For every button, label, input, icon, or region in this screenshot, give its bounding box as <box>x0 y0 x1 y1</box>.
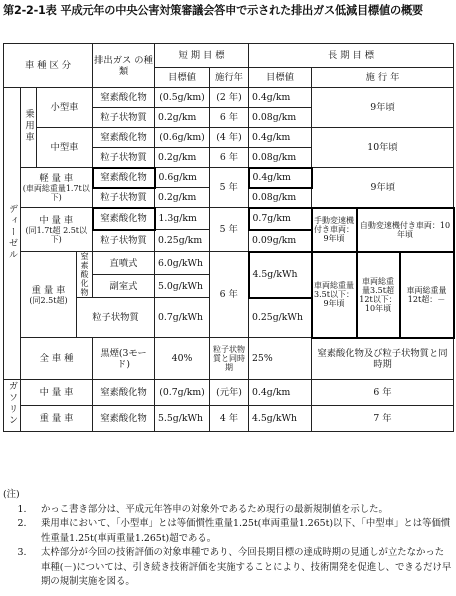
header-long-target-value: 目標値 <box>249 68 312 88</box>
exhaust-type-cell: 粒子状物質 <box>77 298 155 338</box>
notes-heading: (注) <box>3 489 20 500</box>
long-value-cell: 0.09g/km <box>249 230 312 252</box>
medium-vehicle-label: 中 量 車 (同1.7t超 2.5t以下) <box>21 208 93 252</box>
long-value-cell: 0.4g/km <box>249 88 312 108</box>
short-value-cell: 6.0g/kWh <box>155 252 210 275</box>
short-value-cell: 0.2g/km <box>155 108 210 128</box>
header-vehicle-class: 車 種 区 分 <box>4 44 93 88</box>
gasoline-group-label: ガソリン <box>4 380 21 432</box>
exhaust-type-cell: 粒子状物質 <box>93 188 155 208</box>
short-year-cell: 4 年 <box>210 406 249 432</box>
short-value-cell: (0.6g/km) <box>155 128 210 148</box>
short-value-cell: 0.2g/km <box>155 188 210 208</box>
long-value-cell: 0.08g/km <box>249 148 312 168</box>
short-value-cell: (0.5g/km) <box>155 88 210 108</box>
medium-car-label: 中型車 <box>37 128 93 168</box>
exhaust-type-cell: 窒素酸化物 <box>93 88 155 108</box>
long-value-cell: 0.08g/km <box>249 108 312 128</box>
short-value-cell: 0.6g/km <box>155 168 210 188</box>
exhaust-type-cell: 窒素酸化物 <box>93 380 155 406</box>
short-year-cell: 6 年 <box>210 108 249 128</box>
short-value-cell: 0.7g/kWh <box>155 298 210 338</box>
header-long-enforcement-year: 施 行 年 <box>312 68 454 88</box>
long-year-cell: 6 年 <box>312 380 454 406</box>
long-value-cell: 0.7g/km <box>249 208 312 230</box>
long-year-cell: 10年頃 <box>312 128 454 168</box>
automatic-transmission-cell: 自動変速機付き車両：10年頃 <box>357 208 454 252</box>
note-item: 1. かっこ書き部分は、平成元年答申の対象外であるため現行の最新規制値を示した。 <box>17 503 388 515</box>
short-value-cell: 1.3g/km <box>155 208 210 230</box>
heavy-nox-label: 窒素酸化物 <box>77 252 93 298</box>
header-exhaust-type: 排出ガス の種類 <box>93 44 155 88</box>
exhaust-type-cell: 窒素酸化物 <box>93 168 155 188</box>
heavy-cat2-cell: 車両総重量3.5t超12t以下：10年頃 <box>357 252 400 338</box>
header-enforcement-year: 施行年 <box>210 68 249 88</box>
short-value-cell: 5.5g/kWh <box>155 406 210 432</box>
long-value-cell: 0.4g/km <box>249 168 312 188</box>
long-value-cell: 4.5g/kWh <box>249 252 312 298</box>
emission-target-table <box>3 43 455 432</box>
short-value-cell: 0.25g/km <box>155 230 210 252</box>
exhaust-type-cell: 窒素酸化物 <box>93 128 155 148</box>
exhaust-type-cell: 窒素酸化物 <box>93 406 155 432</box>
table-title-text: 平成元年の中央公害対策審議会答申で示された排出ガス低減目標値の概要 <box>60 3 423 17</box>
short-value-cell: (0.7g/km) <box>155 380 210 406</box>
note-item: 2. 乗用車において、「小型車」とは等価慣性重量1.25t(車両重量1.265t)以下、「中型車」とは等価慣性重量1.25t(車両重量1.265t)超である。 <box>17 518 451 544</box>
short-year-cell: 5 年 <box>210 208 249 252</box>
exhaust-type-cell: 粒子状物質 <box>93 148 155 168</box>
short-year-cell: 6 年 <box>210 148 249 168</box>
light-vehicle-label: 軽 量 車 (車両総重量1.7t以下) <box>21 168 93 208</box>
table-title <box>3 3 453 18</box>
smoke-long-value: 25% <box>249 338 312 380</box>
exhaust-type-cell: 窒素酸化物 <box>93 208 155 230</box>
exhaust-type-cell: 粒子状物質 <box>93 108 155 128</box>
long-value-cell: 0.4g/km <box>249 128 312 148</box>
long-value-cell: 4.5g/kWh <box>249 406 312 432</box>
heavy-vehicle-label: 重 量 車 (同2.5t超) <box>21 252 77 338</box>
gas-heavy-label: 重 量 車 <box>21 406 93 432</box>
notes-section <box>3 488 453 590</box>
smoke-short-year: 粒子状物質と同時期 <box>210 338 249 380</box>
short-year-cell: (2 年) <box>210 88 249 108</box>
smoke-short-value: 40% <box>155 338 210 380</box>
header-target-value: 目標値 <box>155 68 210 88</box>
all-vehicles-label: 全 車 種 <box>21 338 93 380</box>
short-year-cell: 5 年 <box>210 168 249 208</box>
short-value-cell: 0.2g/km <box>155 148 210 168</box>
header-long-term: 長 期 目 標 <box>249 44 454 68</box>
smoke-label: 黒煙(3モード) <box>93 338 155 380</box>
direct-injection-label: 直噴式 <box>93 252 155 275</box>
long-value-cell: 0.4g/km <box>249 380 312 406</box>
gas-medium-label: 中 量 車 <box>21 380 93 406</box>
short-year-cell: (4 年) <box>210 128 249 148</box>
long-year-cell: 7 年 <box>312 406 454 432</box>
table-number: 第2-2-1表 <box>3 4 57 17</box>
long-year-cell: 9年頃 <box>312 88 454 128</box>
long-value-cell: 0.25g/kWh <box>249 298 312 338</box>
passenger-group-label: 乗用車 <box>21 88 37 168</box>
smoke-long-year: 窒素酸化物及び粒子状物質と同時期 <box>312 338 454 380</box>
manual-transmission-cell: 手動変速機付き車両：9年頃 <box>312 208 357 252</box>
sub-chamber-label: 副室式 <box>93 275 155 298</box>
heavy-cat3-cell: 車両総重量12t超：－ <box>400 252 454 338</box>
exhaust-type-cell: 粒子状物質 <box>93 230 155 252</box>
short-year-cell: (元年) <box>210 380 249 406</box>
heavy-cat1-cell: 車両総重量3.5t以下：9年頃 <box>312 252 357 338</box>
short-year-cell: 6 年 <box>210 252 249 338</box>
long-value-cell: 0.08g/km <box>249 188 312 208</box>
long-year-cell: 9年頃 <box>312 168 454 208</box>
diesel-group-label: ディーゼル <box>4 88 21 380</box>
small-car-label: 小型車 <box>37 88 93 128</box>
note-item: 3. 太枠部分が今回の技術評価の対象車種であり、今回長期目標の達成時期の見通しが立たなかった車種(－)については、引き続き技術評価を実施することにより、技術開発を促進し、できるだけ早期の規制実施を図る。 <box>17 547 452 587</box>
short-value-cell: 5.0g/kWh <box>155 275 210 298</box>
header-short-term: 短 期 目 標 <box>155 44 249 68</box>
